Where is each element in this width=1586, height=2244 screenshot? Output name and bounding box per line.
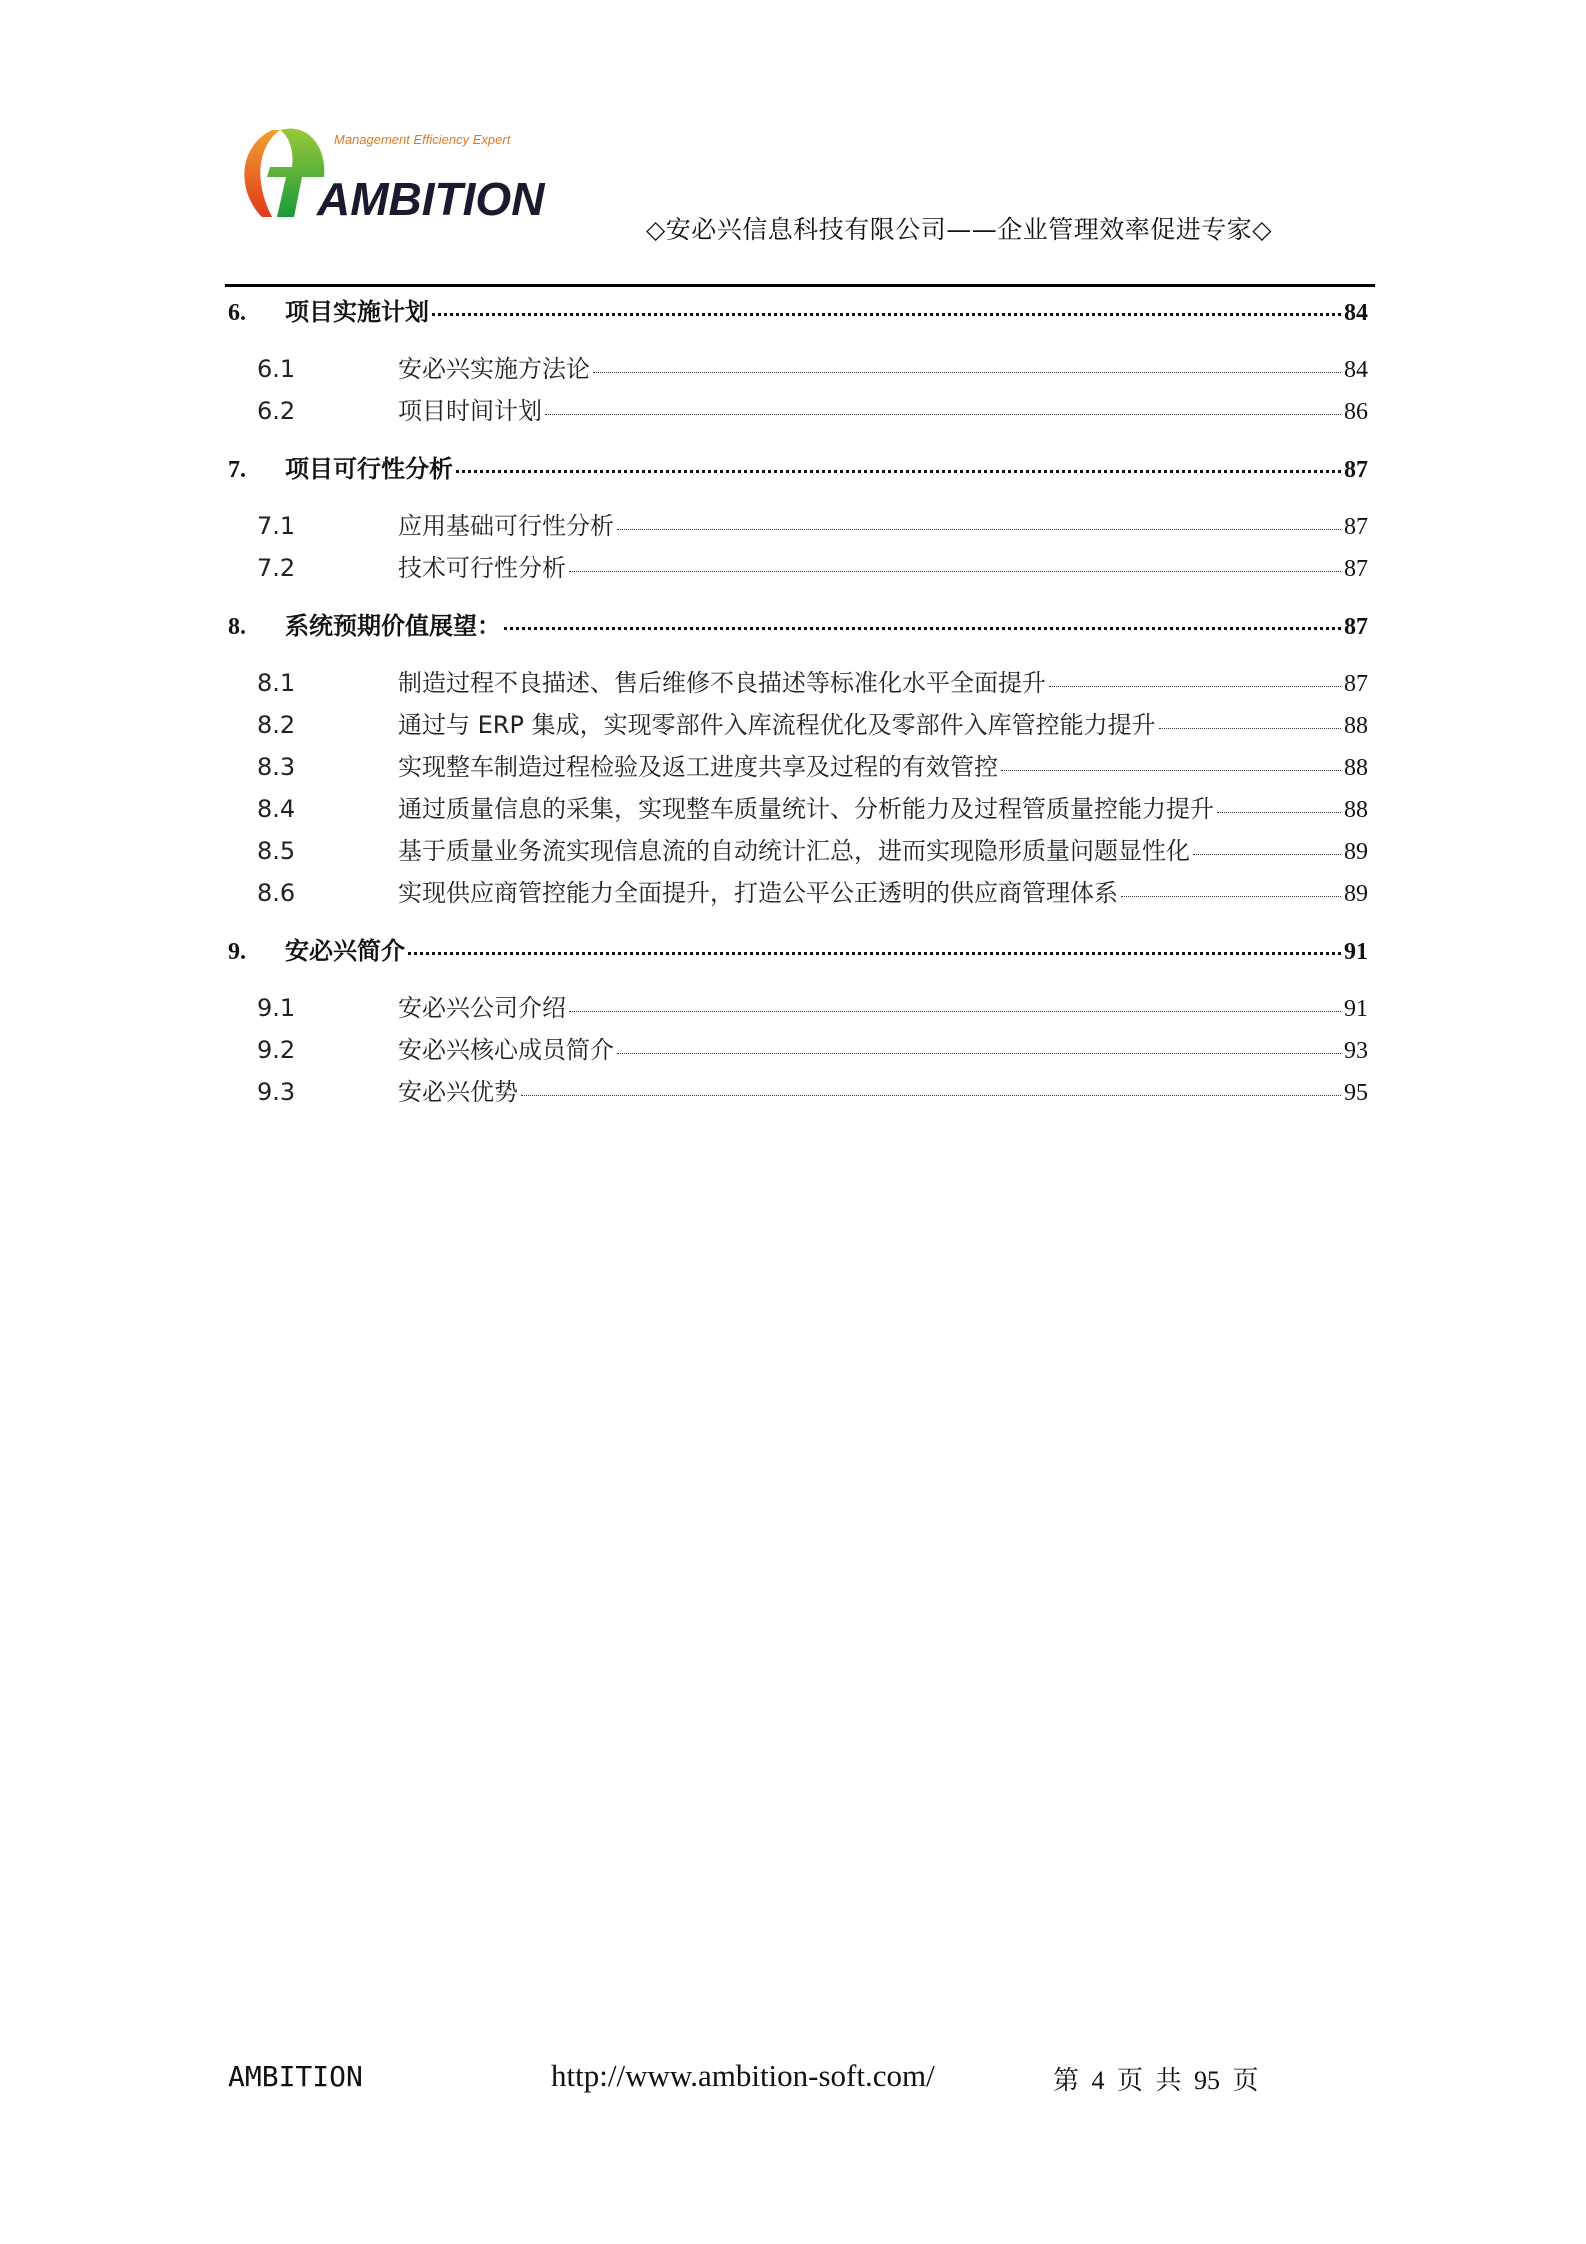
toc-leader: [432, 313, 1341, 316]
toc-page-number: 87: [1344, 514, 1368, 540]
toc-title: 实现供应商管控能力全面提升，打造公平公正透明的供应商管理体系: [398, 879, 1118, 907]
toc-page-number: 89: [1344, 839, 1368, 865]
toc-number: 8.: [228, 614, 246, 640]
toc-title: 系统预期价值展望：: [285, 612, 501, 640]
ambition-logo: [232, 122, 592, 222]
toc-leader: [521, 1095, 1341, 1096]
toc-number: 7.1: [257, 512, 296, 540]
toc-entry-chapter[interactable]: [228, 292, 1368, 327]
toc-leader: [545, 414, 1341, 415]
toc-leader: [617, 1053, 1341, 1054]
toc-entry-section[interactable]: [257, 988, 1368, 1023]
toc-number: 8.2: [257, 711, 296, 739]
toc-title: 应用基础可行性分析: [398, 512, 614, 540]
toc-number: 6.: [228, 300, 246, 326]
toc-entry-chapter[interactable]: [228, 449, 1368, 484]
toc-leader: [569, 1011, 1341, 1012]
toc-page-number: 87: [1344, 671, 1368, 697]
toc-leader: [456, 470, 1341, 473]
toc-title: 项目实施计划: [285, 298, 429, 326]
toc-page-number: 84: [1344, 357, 1368, 383]
toc-page-number: 87: [1344, 457, 1368, 483]
toc-page-number: 95: [1344, 1080, 1368, 1106]
toc-title: 安必兴优势: [398, 1078, 518, 1106]
toc-entry-section[interactable]: [257, 789, 1368, 824]
toc-page-number: 87: [1344, 614, 1368, 640]
toc-title: 安必兴简介: [285, 937, 405, 965]
toc-number: 6.2: [257, 397, 296, 425]
toc-number: 9.: [228, 939, 246, 965]
toc-page-number: 88: [1344, 797, 1368, 823]
toc-title: 实现整车制造过程检验及返工进度共享及过程的有效管控: [398, 753, 998, 781]
toc-entry-chapter[interactable]: [228, 606, 1368, 641]
toc-entry-chapter[interactable]: [228, 931, 1368, 966]
toc-page-number: 84: [1344, 300, 1368, 326]
svg-text:AMBITION: AMBITION: [317, 173, 545, 222]
toc-entry-section[interactable]: [257, 747, 1368, 782]
toc-title: 制造过程不良描述、售后维修不良描述等标准化水平全面提升: [398, 669, 1046, 697]
toc-title: 安必兴实施方法论: [398, 355, 590, 383]
toc-entry-section[interactable]: [257, 831, 1368, 866]
toc-title: 技术可行性分析: [398, 554, 566, 582]
toc-page-number: 87: [1344, 556, 1368, 582]
toc-entry-section[interactable]: [257, 705, 1368, 740]
toc-leader: [1217, 812, 1341, 813]
toc-entry-section[interactable]: [257, 1072, 1368, 1107]
toc-number: 7.2: [257, 554, 296, 582]
toc-entry-section[interactable]: [257, 663, 1368, 698]
header-tagline: ◇安必兴信息科技有限公司——企业管理效率促进专家◇: [646, 215, 1272, 244]
toc-number: 6.1: [257, 355, 296, 383]
toc-title: 基于质量业务流实现信息流的自动统计汇总，进而实现隐形质量问题显性化: [398, 837, 1190, 865]
footer-brand: AMBITION: [228, 2060, 363, 2093]
toc-page-number: 88: [1344, 755, 1368, 781]
toc-leader: [593, 372, 1341, 373]
toc-leader: [1001, 770, 1341, 771]
toc-leader: [504, 627, 1341, 630]
toc-number: 7.: [228, 457, 246, 483]
toc-title: 通过质量信息的采集，实现整车质量统计、分析能力及过程管质量控能力提升: [398, 795, 1214, 823]
footer-url[interactable]: http://www.ambition-soft.com/: [551, 2058, 935, 2093]
toc-leader: [408, 952, 1341, 955]
toc-number: 9.3: [257, 1078, 296, 1106]
toc-leader: [1193, 854, 1341, 855]
toc-page-number: 91: [1344, 939, 1368, 965]
toc-entry-section[interactable]: [257, 1030, 1368, 1065]
toc-number: 8.6: [257, 879, 296, 907]
toc-page-number: 89: [1344, 881, 1368, 907]
toc-leader: [1159, 728, 1341, 729]
toc-number: 8.3: [257, 753, 296, 781]
header-divider: [225, 284, 1375, 287]
toc-entry-section[interactable]: [257, 349, 1368, 384]
footer-page-info: 第 4 页 共 95 页: [1053, 2066, 1259, 2095]
toc-leader: [617, 529, 1341, 530]
toc-entry-section[interactable]: [257, 391, 1368, 426]
toc-title: 安必兴公司介绍: [398, 994, 566, 1022]
toc-number: 8.5: [257, 837, 296, 865]
toc-entry-section[interactable]: [257, 548, 1368, 583]
toc-leader: [1121, 896, 1341, 897]
toc-title: 安必兴核心成员简介: [398, 1036, 614, 1064]
toc-page-number: 86: [1344, 399, 1368, 425]
toc-entry-section[interactable]: [257, 506, 1368, 541]
toc-page-number: 91: [1344, 996, 1368, 1022]
toc-page-number: 88: [1344, 713, 1368, 739]
toc-title: 项目可行性分析: [285, 455, 453, 483]
toc-title: 通过与 ERP 集成，实现零部件入库流程优化及零部件入库管控能力提升: [398, 711, 1156, 739]
toc-number: 9.1: [257, 994, 296, 1022]
toc-leader: [569, 571, 1341, 572]
toc-leader: [1049, 686, 1341, 687]
toc-number: 8.1: [257, 669, 296, 697]
svg-text:Management Efficiency Expert: Management Efficiency Expert: [334, 132, 511, 147]
toc-title: 项目时间计划: [398, 397, 542, 425]
toc-number: 8.4: [257, 795, 296, 823]
toc-number: 9.2: [257, 1036, 296, 1064]
toc-entry-section[interactable]: [257, 873, 1368, 908]
toc-page-number: 93: [1344, 1038, 1368, 1064]
